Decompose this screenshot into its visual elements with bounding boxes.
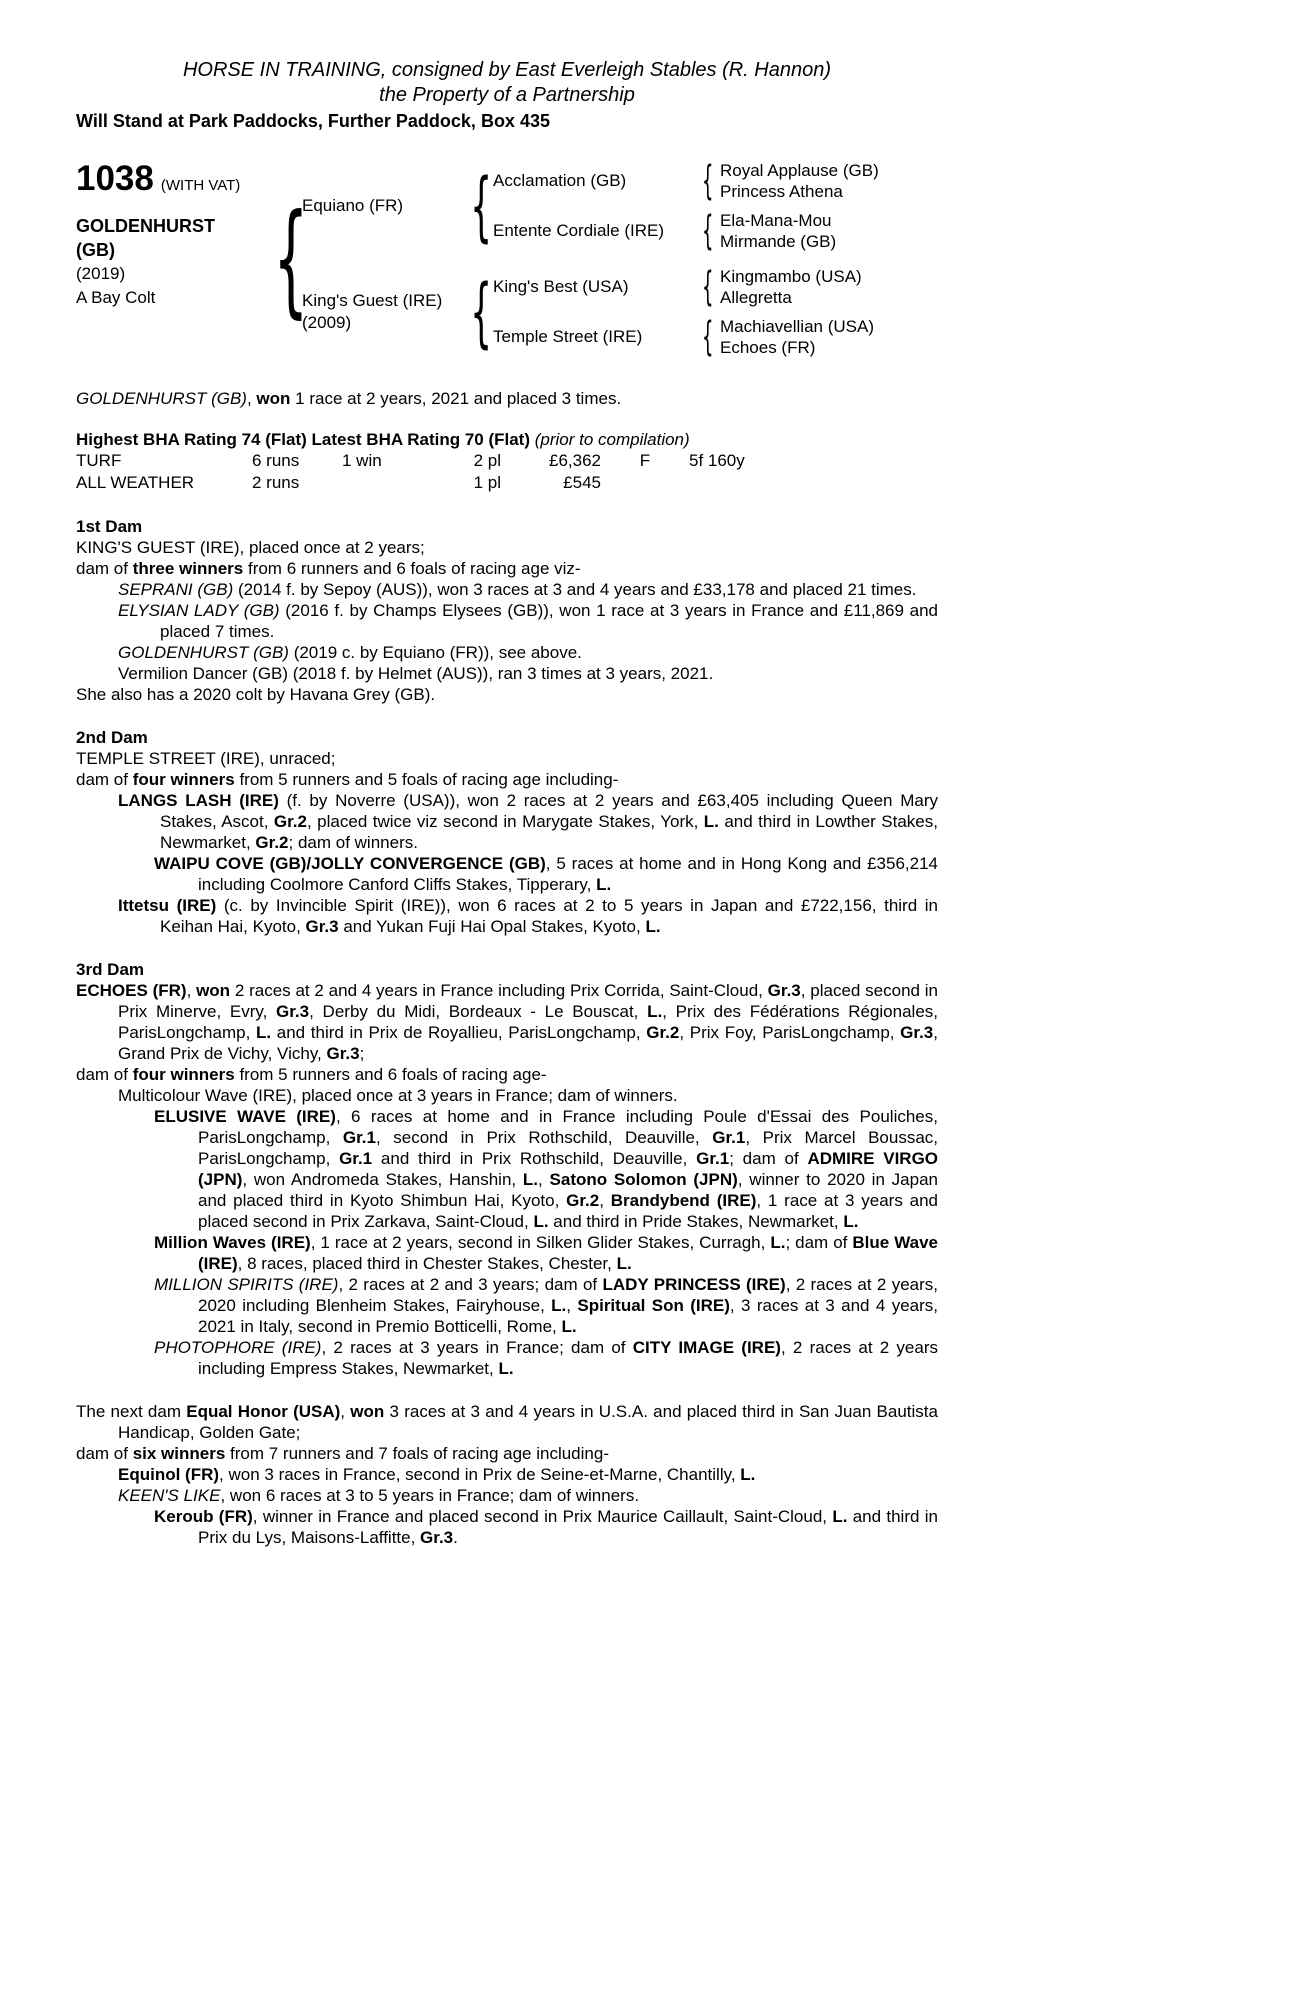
text-segment: , Prix Marcel Boussac, ParisLongchamp, bbox=[198, 1128, 938, 1168]
text-segment: PHOTOPHORE (IRE) bbox=[154, 1338, 322, 1357]
section-paragraphs bbox=[76, 748, 938, 937]
great-grandparent-name: Royal Applause (GB) bbox=[720, 161, 879, 180]
catalogue-paragraph bbox=[76, 642, 938, 663]
catalogue-paragraph bbox=[76, 895, 938, 937]
text-segment: dam of bbox=[76, 559, 133, 578]
text-segment: LADY PRINCESS (IRE) bbox=[602, 1275, 786, 1294]
record-earnings: £545 bbox=[563, 473, 601, 492]
text-segment: ECHOES (FR) bbox=[76, 981, 187, 1000]
record-wins bbox=[342, 472, 427, 494]
catalogue-paragraph bbox=[76, 1443, 938, 1464]
text-segment: Gr.3 bbox=[305, 917, 339, 936]
sire-sire-branch bbox=[490, 160, 879, 202]
text-segment: , bbox=[538, 1170, 550, 1189]
text-segment: four winners bbox=[132, 1065, 235, 1084]
sire-dam-name: Entente Cordiale (IRE) bbox=[493, 221, 665, 240]
great-grandparent-name: Princess Athena bbox=[720, 182, 843, 201]
text-segment: Brandybend (IRE) bbox=[610, 1191, 757, 1210]
catalogue-paragraph bbox=[76, 1401, 938, 1443]
pedigree-tree bbox=[282, 160, 879, 358]
record-places: 2 pl bbox=[473, 451, 501, 470]
dam-dam-name: Temple Street (IRE) bbox=[493, 327, 643, 346]
dam-parents-column bbox=[490, 266, 874, 358]
great-grandparent-name: Mirmande (GB) bbox=[720, 232, 837, 251]
text-segment: , Derby du Midi, Bordeaux - Le Bouscat, bbox=[309, 1002, 648, 1021]
first-dam-section bbox=[76, 516, 938, 705]
pedigree-brace-sire bbox=[472, 168, 490, 244]
text-segment: , won Andromeda Stakes, Hanshin, bbox=[242, 1170, 523, 1189]
text-segment: Gr.3 bbox=[420, 1528, 454, 1547]
record-wins: 1 win bbox=[342, 451, 382, 470]
text-segment: (f. by Noverre (USA)), won 2 races at 2 years and £63,405 including Queen Mary Stakes, Ascot, bbox=[160, 791, 939, 831]
text-segment: ADMIRE VIRGO (JPN) bbox=[198, 1149, 939, 1189]
text-segment: and third in Prix de Royallieu, ParisLongchamp, bbox=[271, 1023, 647, 1042]
vat-note: (WITH VAT) bbox=[160, 177, 241, 194]
text-segment: , placed second in Prix Minerve, Evry, bbox=[118, 981, 938, 1021]
text-segment: L. bbox=[255, 1023, 272, 1042]
text-segment: and Yukan Fuji Hai Opal Stakes, Kyoto, bbox=[338, 917, 646, 936]
page-content bbox=[76, 0, 938, 1548]
text-segment: Equal Honor (USA) bbox=[186, 1402, 341, 1421]
text-segment: KEEN'S LIKE bbox=[118, 1486, 221, 1505]
text-segment: , Grand Prix de Vichy, Vichy, bbox=[118, 1023, 938, 1063]
great-grandparents-pair bbox=[720, 160, 879, 202]
text-segment: (prior to compilation) bbox=[534, 430, 690, 449]
dam-year: (2009) bbox=[302, 313, 352, 332]
horse-description: A Bay Colt bbox=[76, 288, 156, 307]
catalogue-paragraph bbox=[76, 663, 938, 684]
dam-sire-branch bbox=[490, 266, 874, 308]
bha-ratings-line bbox=[76, 429, 938, 450]
text-segment: Gr.2 bbox=[646, 1023, 680, 1042]
section-paragraphs bbox=[76, 537, 938, 705]
record-surface: ALL WEATHER bbox=[76, 473, 195, 492]
text-segment: from 5 runners and 5 foals of racing age including- bbox=[234, 770, 619, 789]
text-segment: , placed twice viz second in Marygate Stakes, York, bbox=[307, 812, 704, 831]
text-segment: won bbox=[196, 981, 231, 1000]
pedigree-brace-dam bbox=[472, 274, 490, 350]
record-earnings: £6,362 bbox=[549, 451, 601, 470]
text-segment: 3 races at 3 and 4 years in U.S.A. and placed third in San Juan Bautista Handicap, Golden Gate; bbox=[118, 1402, 938, 1442]
catalogue-paragraph bbox=[76, 790, 938, 853]
text-segment: 1 race at 2 years, 2021 and placed 3 times. bbox=[290, 389, 622, 408]
great-grandparent-name: Kingmambo (USA) bbox=[720, 267, 862, 286]
text-segment: Equinol (FR) bbox=[118, 1465, 220, 1484]
consignor-line: HORSE IN TRAINING, consigned by East Everleigh Stables (R. Hannon) bbox=[182, 59, 832, 81]
text-segment: Gr.3 bbox=[326, 1044, 360, 1063]
text-segment: Gr.1 bbox=[339, 1149, 373, 1168]
text-segment: dam of bbox=[76, 1065, 133, 1084]
text-segment: from 6 runners and 6 foals of racing age viz- bbox=[243, 559, 581, 578]
great-grandparents-pair bbox=[720, 210, 836, 252]
text-segment: (2016 f. by Champs Elysees (GB)), won 1 race at 3 years in France and £11,869 and placed 7 times. bbox=[160, 601, 938, 641]
text-segment: , winner in France and placed second in Prix Maurice Caillault, Saint-Cloud, bbox=[252, 1507, 833, 1526]
record-distance: 5f 160y bbox=[689, 451, 745, 470]
next-dam-section bbox=[76, 1401, 938, 1548]
text-segment: , second in Prix Rothschild, Deauville, bbox=[375, 1128, 713, 1147]
text-segment: 2 races at 2 and 4 years in France including Prix Corrida, Saint-Cloud, bbox=[230, 981, 768, 1000]
text-segment: L. bbox=[616, 1254, 632, 1273]
text-segment: , 1 race at 2 years, second in Silken Glider Stakes, Curragh, bbox=[310, 1233, 771, 1252]
second-dam-section bbox=[76, 727, 938, 937]
text-segment: L. bbox=[647, 1002, 663, 1021]
text-segment: , 8 races, placed third in Chester Stakes, Chester, bbox=[237, 1254, 617, 1273]
text-segment: L. bbox=[551, 1296, 567, 1315]
text-segment: ; dam of bbox=[729, 1149, 808, 1168]
text-segment: ; dam of bbox=[785, 1233, 853, 1252]
text-segment: , 1 race at 3 years and placed second in Prix Zarkava, Saint-Cloud, bbox=[198, 1191, 939, 1231]
text-segment: , 5 races at home and in Hong Kong and £356,214 including Coolmore Canford Cliffs Stakes, Tipperary, bbox=[198, 854, 939, 894]
great-grandparent-name: Machiavellian (USA) bbox=[720, 317, 874, 336]
text-segment: ; dam of winners. bbox=[288, 833, 418, 852]
text-segment: six winners bbox=[132, 1444, 226, 1463]
text-segment: L. bbox=[740, 1465, 756, 1484]
text-segment: Multicolour Wave (IRE), placed once at 3 years in France; dam of winners. bbox=[118, 1086, 678, 1105]
race-record-table bbox=[76, 450, 938, 494]
pedigree-block bbox=[76, 160, 938, 358]
text-segment: L. bbox=[770, 1233, 786, 1252]
text-segment: L. bbox=[522, 1170, 539, 1189]
catalogue-paragraph bbox=[76, 1485, 938, 1506]
section-heading: 1st Dam bbox=[76, 517, 143, 536]
catalogue-paragraph bbox=[76, 1337, 938, 1379]
stabling-line: Will Stand at Park Paddocks, Further Paddock, Box 435 bbox=[76, 111, 550, 131]
great-grandparent-name: Echoes (FR) bbox=[720, 338, 816, 357]
text-segment: (2014 f. by Sepoy (AUS)), won 3 races at 3 and 4 years and £33,178 and placed 21 times. bbox=[233, 580, 917, 599]
great-grandparents-pair bbox=[720, 316, 874, 358]
lot-number: 1038 bbox=[76, 159, 154, 198]
text-segment: , winner to 2020 in Japan and placed third in Kyoto Shimbun Hai, Kyoto, bbox=[198, 1170, 939, 1210]
text-segment: , 3 races at 3 and 4 years, 2021 in Italy, second in Premio Botticelli, Rome, bbox=[198, 1296, 938, 1336]
text-segment: Gr.3 bbox=[900, 1023, 934, 1042]
catalogue-paragraph bbox=[76, 1085, 938, 1106]
pedigree-brace-gen1 bbox=[282, 198, 300, 320]
sire-dam-branch bbox=[490, 210, 879, 252]
lot-info bbox=[76, 160, 282, 358]
text-segment: KING'S GUEST (IRE), placed once at 2 years; bbox=[76, 538, 425, 557]
record-distance bbox=[689, 472, 938, 494]
dam-dam-branch bbox=[490, 316, 874, 358]
text-segment: Satono Solomon (JPN) bbox=[549, 1170, 738, 1189]
text-segment: Spiritual Son (IRE) bbox=[577, 1296, 730, 1315]
catalogue-paragraph bbox=[76, 579, 938, 600]
text-segment: LANGS LASH (IRE) bbox=[118, 791, 279, 810]
sire-name: Equiano (FR) bbox=[302, 196, 404, 215]
dam-sire-name: King's Best (USA) bbox=[493, 277, 629, 296]
text-segment: Gr.2 bbox=[566, 1191, 600, 1210]
text-segment: , won 3 races in France, second in Prix de Seine-et-Marne, Chantilly, bbox=[219, 1465, 741, 1484]
catalogue-paragraph bbox=[76, 537, 938, 558]
text-segment: MILLION SPIRITS (IRE) bbox=[154, 1275, 339, 1294]
text-segment: won bbox=[350, 1402, 385, 1421]
text-segment: (c. by Invincible Spirit (IRE)), won 6 races at 2 to 5 years in Japan and £722,156, third in Keihan Hai, Kyoto, bbox=[160, 896, 938, 936]
catalogue-paragraph bbox=[76, 1064, 938, 1085]
text-segment: , 2 races at 3 years in France; dam of bbox=[321, 1338, 633, 1357]
text-segment: , bbox=[340, 1402, 351, 1421]
record-places: 1 pl bbox=[473, 473, 501, 492]
dam-name: King's Guest (IRE) bbox=[302, 291, 443, 310]
record-row-turf bbox=[76, 450, 938, 472]
text-segment: from 5 runners and 6 foals of racing age- bbox=[234, 1065, 547, 1084]
text-segment: ; bbox=[359, 1044, 365, 1063]
text-segment: ELYSIAN LADY (GB) bbox=[118, 601, 280, 620]
pedigree-gen1-column bbox=[302, 160, 879, 358]
catalogue-paragraph bbox=[76, 684, 938, 705]
race-record-summary bbox=[76, 388, 938, 409]
text-segment: She also has a 2020 colt by Havana Grey (GB). bbox=[76, 685, 436, 704]
text-segment: Gr.1 bbox=[712, 1128, 746, 1147]
text-segment: , won 6 races at 3 to 5 years in France; dam of winners. bbox=[220, 1486, 640, 1505]
record-runs: 2 runs bbox=[252, 473, 300, 492]
catalogue-paragraph bbox=[76, 1106, 938, 1232]
third-dam-section bbox=[76, 959, 938, 1379]
sire-sire-name: Acclamation (GB) bbox=[493, 171, 627, 190]
record-row-all-weather bbox=[76, 472, 938, 494]
text-segment: The next dam bbox=[76, 1402, 187, 1421]
dam-cell bbox=[302, 290, 472, 334]
text-segment: , 2 races at 2 years, 2020 including Blenheim Stakes, Fairyhouse, bbox=[198, 1275, 938, 1315]
text-segment: dam of bbox=[76, 1444, 133, 1463]
text-segment: , bbox=[566, 1296, 578, 1315]
lot-number-line bbox=[76, 160, 282, 198]
record-runs: 6 runs bbox=[252, 451, 300, 470]
text-segment: from 7 runners and 7 foals of racing age including- bbox=[225, 1444, 609, 1463]
catalogue-paragraph bbox=[76, 748, 938, 769]
text-segment: CITY IMAGE (IRE) bbox=[632, 1338, 781, 1357]
section-heading: 2nd Dam bbox=[76, 728, 148, 747]
text-segment: L. bbox=[498, 1359, 514, 1378]
text-segment: , bbox=[599, 1191, 611, 1210]
text-segment: , Prix des Fédérations Régionales, ParisLongchamp, bbox=[118, 1002, 938, 1042]
text-segment: TEMPLE STREET (IRE), unraced; bbox=[76, 749, 336, 768]
text-segment: Million Waves (IRE) bbox=[154, 1233, 311, 1252]
text-segment: four winners bbox=[132, 770, 235, 789]
sire-cell bbox=[302, 195, 472, 217]
record-going: F bbox=[639, 451, 651, 470]
pedigree-brace-small bbox=[699, 317, 717, 357]
text-segment: L. bbox=[596, 875, 612, 894]
text-segment: , 6 races at home and in France including Poule d'Essai des Pouliches, ParisLongchamp, bbox=[198, 1107, 938, 1147]
pedigree-brace-small bbox=[699, 161, 717, 201]
text-segment: won bbox=[256, 389, 291, 408]
text-segment: L. bbox=[703, 812, 719, 831]
great-grandparent-name: Allegretta bbox=[720, 288, 792, 307]
catalogue-paragraph bbox=[76, 558, 938, 579]
text-segment: WAIPU COVE (GB)/JOLLY CONVERGENCE (GB) bbox=[154, 854, 546, 873]
text-segment: Ittetsu (IRE) bbox=[118, 896, 217, 915]
text-segment: , Prix Foy, ParisLongchamp, bbox=[679, 1023, 901, 1042]
text-segment: and third in Lowther Stakes, Newmarket, bbox=[160, 812, 938, 852]
text-segment: Gr.3 bbox=[767, 981, 801, 1000]
text-segment: and third in Prix du Lys, Maisons-Laffitte, bbox=[198, 1507, 938, 1547]
text-segment: GOLDENHURST (GB) bbox=[76, 389, 247, 408]
text-segment: L. bbox=[843, 1212, 859, 1231]
text-segment: , bbox=[186, 981, 197, 1000]
text-segment: , bbox=[246, 389, 257, 408]
catalogue-paragraph bbox=[76, 1232, 938, 1274]
text-segment: Vermilion Dancer (GB) (2018 f. by Helmet (AUS)), ran 3 times at 3 years, 2021. bbox=[118, 664, 714, 683]
text-segment: L. bbox=[645, 917, 661, 936]
text-segment: SEPRANI (GB) bbox=[118, 580, 234, 599]
catalogue-paragraph bbox=[76, 1464, 938, 1485]
text-segment: Gr.2 bbox=[273, 812, 307, 831]
text-segment: Gr.3 bbox=[276, 1002, 310, 1021]
catalogue-paragraph bbox=[76, 1274, 938, 1337]
text-segment: , 2 races at 2 years including Empress Stakes, Newmarket, bbox=[198, 1338, 939, 1378]
text-segment: Gr.2 bbox=[255, 833, 289, 852]
text-segment: Gr.1 bbox=[696, 1149, 730, 1168]
sire-parents-column bbox=[490, 160, 879, 252]
record-surface: TURF bbox=[76, 451, 122, 470]
dam-branch bbox=[302, 266, 879, 358]
section-paragraphs bbox=[76, 1401, 938, 1548]
catalogue-paragraph bbox=[76, 769, 938, 790]
text-segment: , 2 races at 2 and 3 years; dam of bbox=[338, 1275, 603, 1294]
great-grandparents-pair bbox=[720, 266, 862, 308]
horse-foaling-year: (2019) bbox=[76, 264, 126, 283]
section-heading: 3rd Dam bbox=[76, 960, 145, 979]
text-segment: GOLDENHURST (GB) bbox=[118, 643, 289, 662]
text-segment: ELUSIVE WAVE (IRE) bbox=[154, 1107, 336, 1126]
record-going bbox=[601, 472, 689, 494]
catalogue-paragraph bbox=[76, 853, 938, 895]
text-segment: dam of bbox=[76, 770, 133, 789]
text-segment: Keroub (FR) bbox=[154, 1507, 253, 1526]
sire-branch bbox=[302, 160, 879, 252]
property-line: the Property of a Partnership bbox=[379, 84, 635, 106]
text-segment: (2019 c. by Equiano (FR)), see above. bbox=[288, 643, 582, 662]
great-grandparent-name: Ela-Mana-Mou bbox=[720, 211, 832, 230]
text-segment: Blue Wave (IRE) bbox=[198, 1233, 939, 1273]
text-segment: L. bbox=[561, 1317, 577, 1336]
pedigree-brace-small bbox=[699, 211, 717, 251]
text-segment: Highest BHA Rating 74 (Flat) Latest BHA Rating 70 (Flat) bbox=[76, 430, 535, 449]
text-segment: three winners bbox=[132, 559, 244, 578]
text-segment: L. bbox=[533, 1212, 549, 1231]
text-segment: Gr.1 bbox=[342, 1128, 376, 1147]
pedigree-brace-small bbox=[699, 267, 717, 307]
catalogue-paragraph bbox=[76, 600, 938, 642]
text-segment: and third in Pride Stakes, Newmarket, bbox=[548, 1212, 844, 1231]
catalogue-paragraph bbox=[76, 1506, 938, 1548]
text-segment: . bbox=[453, 1528, 458, 1547]
text-segment: and third in Prix Rothschild, Deauville, bbox=[372, 1149, 697, 1168]
text-segment: L. bbox=[832, 1507, 848, 1526]
catalogue-paragraph bbox=[76, 980, 938, 1064]
horse-name: GOLDENHURST (GB) bbox=[76, 216, 215, 260]
section-paragraphs bbox=[76, 980, 938, 1379]
